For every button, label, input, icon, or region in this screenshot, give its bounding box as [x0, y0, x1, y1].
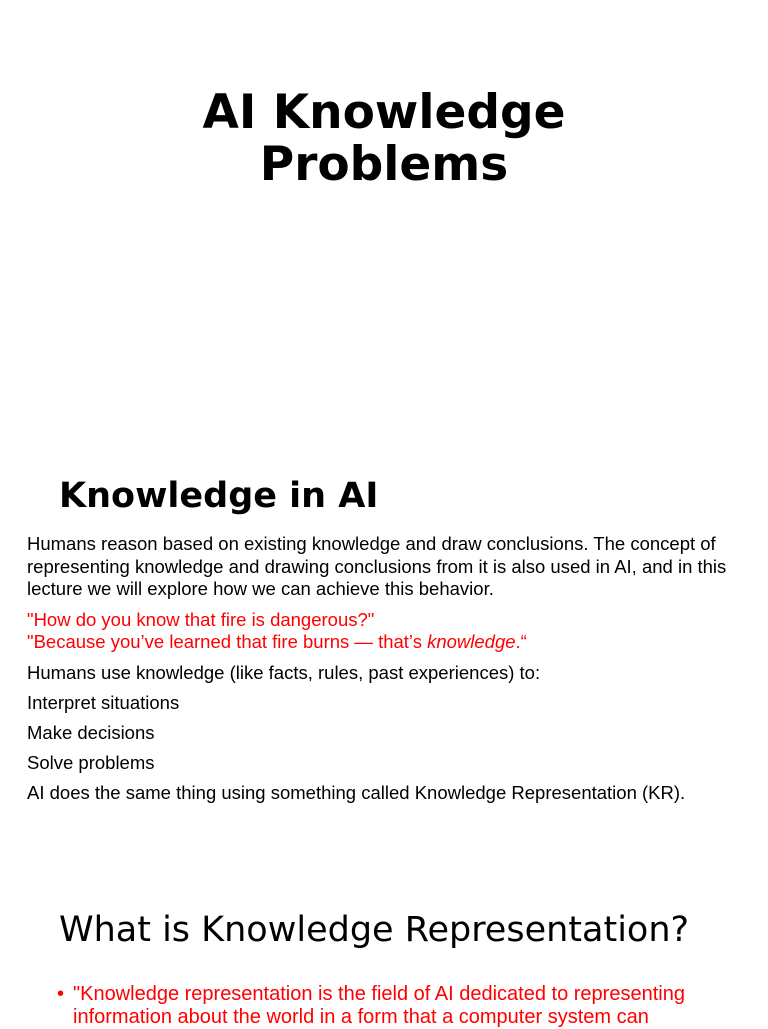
slide-title-line-2: Problems	[259, 137, 509, 193]
quote-question: "How do you know that fire is dangerous?"	[27, 608, 375, 630]
use-item: Interpret situations	[27, 691, 180, 713]
intro-paragraph: Humans reason based on existing knowledge and draw conclusions. The concept of representing knowledge and drawing conclusions from it is also used in AI, and in this lecture we will explore how we can achieve this behavior.	[27, 533, 727, 599]
use-item: Solve problems	[27, 752, 155, 774]
kr-definition-bullet	[57, 983, 727, 1029]
knowledge-body	[27, 533, 742, 812]
slide-title-line-1: AI Knowledge	[202, 85, 566, 141]
quote-answer-suffix: .“	[515, 631, 527, 652]
kr-definition-text: "Knowledge representation is the field of AI dedicated to representing information about the world in a form that a computer system can	[73, 983, 685, 1028]
slide-title	[0, 87, 768, 191]
quote-answer-emphasis: knowledge	[427, 631, 516, 652]
quote-answer-prefix: "Because you’ve learned that fire burns — that’s	[27, 631, 428, 652]
quote-block	[27, 609, 742, 654]
section-heading-knowledge-in-ai: Knowledge in AI	[59, 476, 379, 516]
quote-answer	[27, 631, 742, 654]
kr-statement: AI does the same thing using something called Knowledge Representation (KR).	[27, 782, 686, 804]
bullet-marker: •	[57, 983, 65, 1005]
uses-intro: Humans use knowledge (like facts, rules, past experiences) to:	[27, 661, 541, 683]
section-heading-what-is-kr: What is Knowledge Representation?	[59, 910, 690, 950]
use-item: Make decisions	[27, 721, 155, 743]
